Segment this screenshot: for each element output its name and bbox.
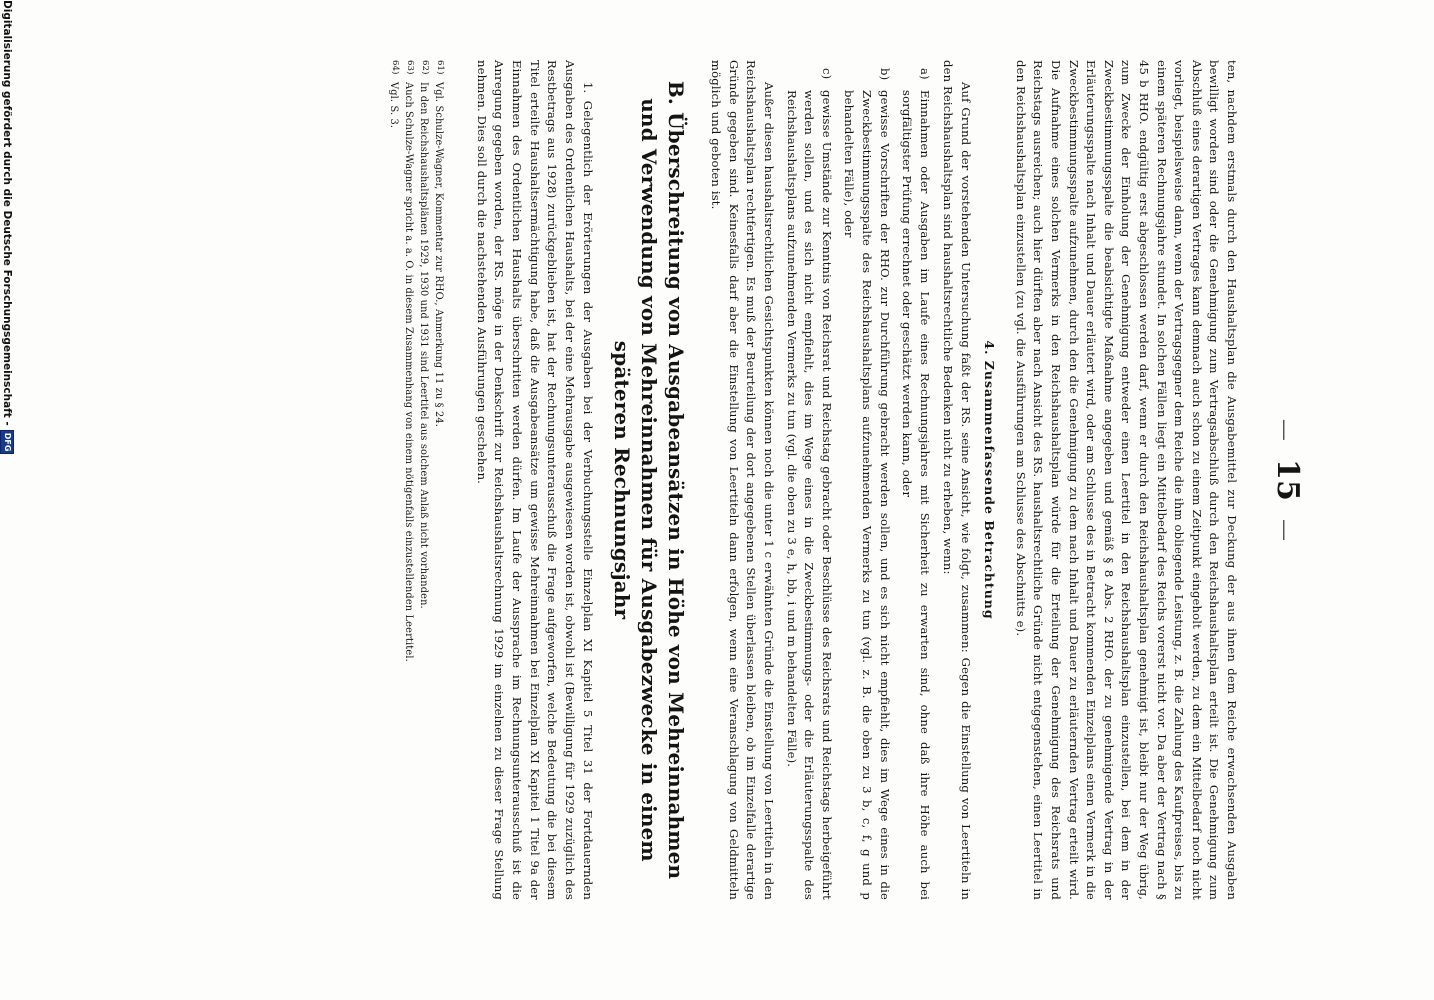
footnote (401, 60, 416, 900)
page-number: 15 (1270, 458, 1305, 502)
page-body (386, 60, 1240, 900)
document-page (0, 60, 1305, 900)
section-b-heading-line-3: späteren Rechnungsjahr (609, 340, 634, 620)
list-item-text: gewisse Vorschriften der RHO. zur Durchführung gebracht werden sollen, und es sich nicht empfiehlt, dies im Wege eines in die Zweckbestimmungsspalte des Reichshaushaltsplans aufzunehmenden Vermerks zu tun (vgl. z. B. die oben zu 3 b, c, f, g und p behandelten Fälle), oder (842, 90, 892, 900)
section-4-heading: 4. Zusammenfassende Betrachtung (982, 340, 998, 620)
list-marker: c) (819, 68, 834, 80)
list-item-text: Einnahmen oder Ausgaben im Laufe eines Rechnungsjahres mit Sicherheit zu erwarten sind, ohne daß ihre Höhe auch bei sorgfältigster Prüfung errechnet oder geschätzt werden kann, oder (900, 90, 932, 900)
dfg-logo: DFG (0, 430, 14, 455)
header-dash-right: — (1272, 519, 1297, 542)
footnote (386, 60, 401, 900)
list-item-text: gewisse Umstände zur Kenntnis von Reichsrat und Reichstag gebracht oder Beschlüsse des Reichsrats und Reichstags herbeigeführt werden sollen, und es sich nicht empfiehlt, dies im Wege eines in die Zweckbestimmungs- oder die Erläuterungsspalte des Reichshaushaltsplans aufzunehmenden Vermerks zu tun (vgl. die oben zu 3 e, h, bb, i und m behandelten Fälle). (784, 90, 834, 900)
footnotes (386, 60, 447, 900)
header-dash-left: — (1272, 418, 1297, 441)
criteria-list (782, 60, 933, 900)
footnote-mark: 61) (435, 60, 446, 75)
section-b-heading-line-2: und Verwendung von Mehreinnahmen für Ausgabezwecke in einem (636, 98, 661, 862)
list-item (782, 60, 835, 900)
page-header (1270, 60, 1305, 900)
footnote-mark: 63) (404, 60, 415, 75)
list-marker: b) (877, 68, 892, 81)
footnote-mark: 64) (389, 60, 400, 75)
section-4-closing: Außer diesen haushaltsrechtlichen Gesichtspunkten können noch die unter 1 c erwähnten Gründe die Einstellung von Leertiteln in den Reichshaushaltsplan rechtfertigen. Es muß der Beurteilung der dort angegebenen Stellen überlassen bleiben, ob im Einzelfalle derartige Gründe gegeben sind. Keinesfalls darf aber die Einstellung von Leertiteln dann erfolgen, wenn eine Veranschlagung von Geldmitteln möglich und geboten ist. (709, 60, 776, 900)
section-b-heading (608, 60, 689, 900)
footnote-text: Vgl. Schulze-Wagner, Kommentar zur RHO., Anmerkung 11 zu § 24. (433, 82, 445, 428)
footnote (416, 60, 431, 900)
intro-paragraph: ten, nachdem erstmals durch den Haushaltsplan die Ausgabemittel zur Deckung der aus ihnen dem Reiche erwachsenden Ausgaben bewilligt worden sind oder die Genehmigung zum Vertragsabschluß durch den Reichshaushaltsplan erteilt ist. Die Genehmigung zum Abschluß eines derartigen Vertrages kann demnach auch schon zu einem Zeitpunkt eingeholt werden, zu dem ein Mittelbedarf noch nicht vorliegt, beispielsweise dann, wenn der Vertragsgegner dem Reiche die ihm obliegende Leistung, z. B. die Zahlung des Kaufpreises, bis zu einem späteren Rechnungsjahre stundet. In solchen Fällen liegt ein Mittelbedarf des Reichs vorerst nicht vor. Da aber der Vertrag nach § 45 b RHO. endgültig erst abgeschlossen werden darf, wenn er durch den Reichshaushaltsplan genehmigt ist, bleibt nur der Weg übrig, zum Zwecke der Einholung der Genehmigung entweder einen Leertitel in den Reichshaushaltsplan einzustellen, bei dem in der Zweckbestimmungsspalte die beabsichtigte Maßnahme angegeben und gemäß § 8 Abs. 2 RHO. der zu genehmigende Vertrag in der Erläuterungsspalte nach Inhalt und Dauer erläutert wird, oder am Schlusse des in Betracht kommenden Einzelplans einen Vermerk in die Zweckbestimmungsspalte aufzunehmen, durch den die Genehmigung zu dem nach Inhalt und Dauer zu erläuternden Vertrag erteilt wird. Die Aufnahme eines solchen Vermerks in den Reichshaushaltsplan würde für die Erteilung der Genehmigung des Reichsrats und Reichstags ausreichen; auch hier dürften aber nach Ansicht des RS. haushaltsrechtliche Gründe nicht entgegenstehen, einen Leertitel in den Reichshaushaltsplan einzustellen (zu vgl. die Ausführungen am Schlusse des Abschnitts e). (1013, 60, 1239, 900)
section-4-lead: Auf Grund der vorstehenden Untersuchung faßt der RS. seine Ansicht, wie folgt, zusammen: Gegen die Einstellung von Leertiteln in den Reichshaushaltsplan sind haushaltsrechtliche Bedenken nicht zu erheben, wenn: (941, 60, 974, 900)
digitization-credit: Digitalisierung gefördert durch die Deutsche Forschungsgemeinschaft - (1, 0, 13, 426)
footnote-text: In den Reichshaushaltsplänen 1929, 1930 und 1931 sind Leertitel aus solchem Anlaß nicht vorhanden. (418, 82, 430, 609)
footnote (431, 60, 446, 900)
section-b-paragraph: 1. Gelegentlich der Erörterungen der Ausgaben bei der Verbuchungsstelle Einzelplan XI Kapitel 5 Titel 31 der Fortdauernden Ausgaben des Ordentlichen Haushalts, bei der eine Mehrausgabe ausgewiesen worden ist, obwohl ist (Bewilligung für 1929 zuzüglich des Restbetrags aus 1928) zurückgeblieben ist, hat der Rechnungsunterausschuß die Frage aufgeworfen, welche Bedeutung die bei diesem Titel erteilte Haushaltsermächtigung habe, daß die Ausgabeansätze um gewisse Mehreinnahmen bei Einzelplan XI Kapitel 1 Titel 9a der Einnahmen des Ordentlichen Haushalts überschritten werden dürfen. Im Laufe der Aussprache im Rechnungsunterausschuß ist die Anregung gegeben worden, der RS. möge in der Denkschrift zur Reichshaushaltsrechnung 1929 im einzelnen zu dieser Frage Stellung nehmen. Dies soll durch die nachstehenden Ausführungen geschehen. (474, 60, 595, 900)
list-item (898, 60, 933, 900)
list-marker: a) (917, 68, 932, 80)
footnote-mark: 62) (420, 60, 431, 75)
section-b-heading-line-1: B. Überschreitung von Ausgabeansätzen in Höhe von Mehreinnahmen (663, 80, 688, 880)
footnote-text: Vgl. S. 3. (387, 82, 399, 129)
footnote-text: Auch Schulze-Wagner spricht a. a. O. in diesem Zusammenhang von einem nötigenfalls einzustellenden Leertitel. (402, 82, 414, 662)
list-item (840, 60, 893, 900)
